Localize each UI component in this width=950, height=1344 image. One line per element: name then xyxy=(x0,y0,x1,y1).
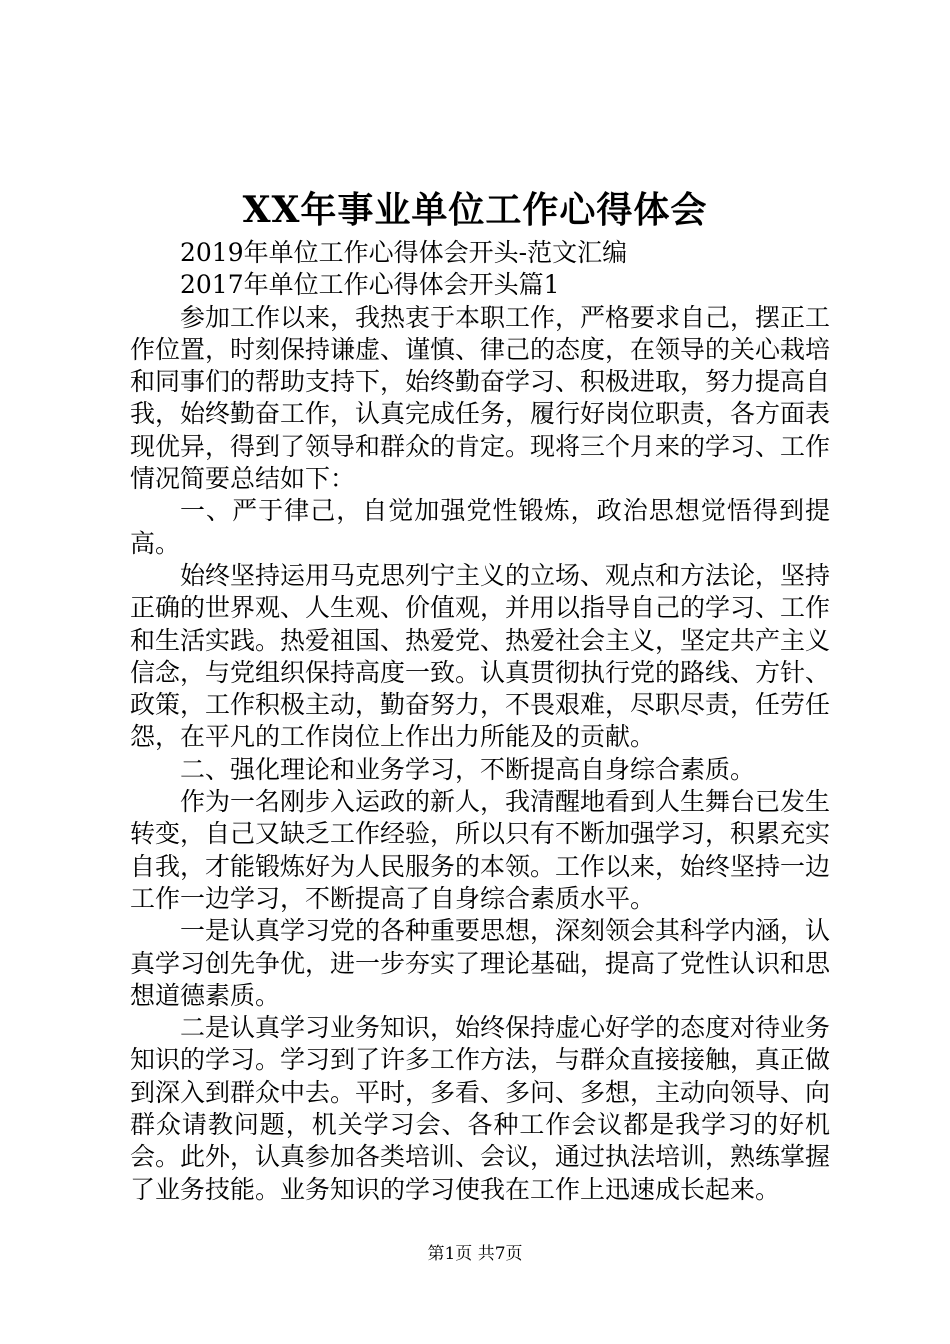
paragraph: 参加工作以来，我热衷于本职工作，严格要求自己，摆正工作位置，时刻保持谦虚、谨慎、律己的态度，在领导的关心栽培和同事们的帮助支持下，始终勤奋学习、积极进取，努力提高自我，始终勤奋工作，认真完成任务，履行好岗位职责，各方面表现优异，得到了领导和群众的肯定。现将三个月来的学习、工作情况简要总结如下： xyxy=(130,302,831,494)
paragraph: 作为一名刚步入运政的新人，我清醒地看到人生舞台已发生转变，自己又缺乏工作经验，所以只有不断加强学习，积累充实自我，才能锻炼好为人民服务的本领。工作以来，始终坚持一边工作一边学习，不断提高了自身综合素质水平。 xyxy=(130,787,831,913)
paragraph: 始终坚持运用马克思列宁主义的立场、观点和方法论，坚持正确的世界观、人生观、价值观，并用以指导自己的学习、工作和生活实践。热爱祖国、热爱党、热爱社会主义，坚定共产主义信念，与党组织保持高度一致。认真贯彻执行党的路线、方针、政策，工作积极主动，勤奋努力，不畏艰难，尽职尽责，任劳任怨，在平凡的工作岗位上作出力所能及的贡献。 xyxy=(130,560,831,752)
paragraph: 2019年单位工作心得体会开头-范文汇编 xyxy=(180,238,628,267)
paragraph: 二是认真学习业务知识，始终保持虚心好学的态度对待业务知识的学习。学习到了许多工作方法，与群众直接接触，真正做到深入到群众中去。平时，多看、多问、多想，主动向领导、向群众请教问题，机关学习会、各种工作会议都是我学习的好机会。此外，认真参加各类培训、会议，通过执法培训，熟练掌握了业务技能。业务知识的学习使我在工作上迅速成长起来。 xyxy=(130,1013,831,1204)
document-title: XX年事业单位工作心得体会 xyxy=(242,189,708,231)
page-footer: 第1页 共7页 xyxy=(427,1244,523,1264)
document-body xyxy=(130,237,830,1206)
paragraph: 一是认真学习党的各种重要思想，深刻领会其科学内涵，认真学习创先争优，进一步夯实了理论基础，提高了党性认识和思想道德素质。 xyxy=(130,916,831,1010)
section-heading: 二、强化理论和业务学习，不断提高自身综合素质。 xyxy=(180,754,756,784)
paragraph: 2017年单位工作心得体会开头篇1 xyxy=(180,270,560,300)
section-heading: 一、严于律己，自觉加强党性锻炼，政治思想觉悟得到提高。 xyxy=(130,496,830,558)
